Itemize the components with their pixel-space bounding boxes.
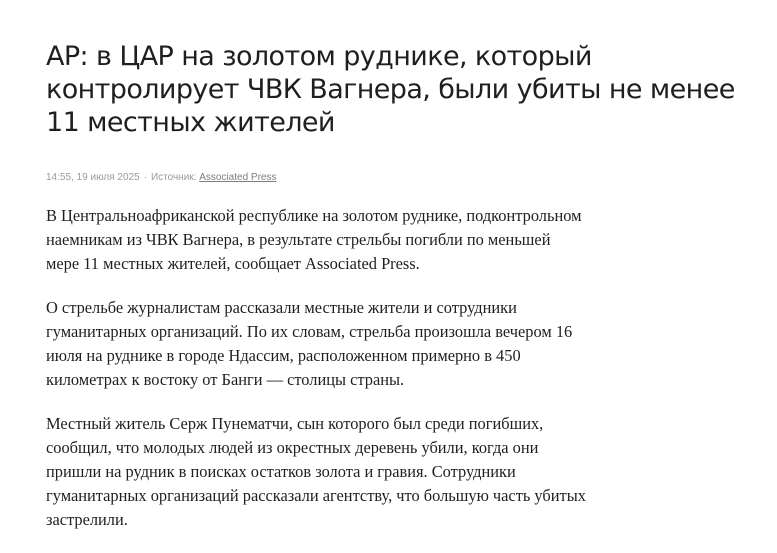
source-label: Источник: xyxy=(150,172,197,183)
meta-separator: · xyxy=(143,172,147,183)
article-paragraph: О стрельбе журналистам рассказали местные жители и сотрудники гуманитарных организаций. По их словам, стрельба произошла вечером 16 июля на руднике в городе Ндассим, расположенном примерно в 450 километрах к востоку от Банги — столицы страны. xyxy=(46,298,573,389)
publish-datetime: 14:55, 19 июля 2025 xyxy=(46,172,140,183)
article-paragraph: Местный житель Серж Пунематчи, сын которого был среди погибших, сообщил, что молодых людей из окрестных деревень убили, когда они пришли на рудник в поисках остатков золота и гравия. Сотрудники гуманитарных организаций рассказали агентству, что большую часть убитых застрелили. xyxy=(46,414,586,529)
article-paragraph: В Центральноафриканской республике на золотом руднике, подконтрольном наемникам из ЧВК Вагнера, в результате стрельбы погибли по меньшей мере 11 местных жителей, сообщает Associated Press. xyxy=(46,206,582,273)
article-meta xyxy=(46,171,746,185)
article xyxy=(46,40,746,552)
article-headline: AP: в ЦАР на золотом руднике, который контролирует ЧВК Вагнера, были убиты не менее 11 местных жителей xyxy=(46,41,735,138)
source-link[interactable]: Associated Press xyxy=(199,172,277,183)
article-body xyxy=(46,204,586,532)
